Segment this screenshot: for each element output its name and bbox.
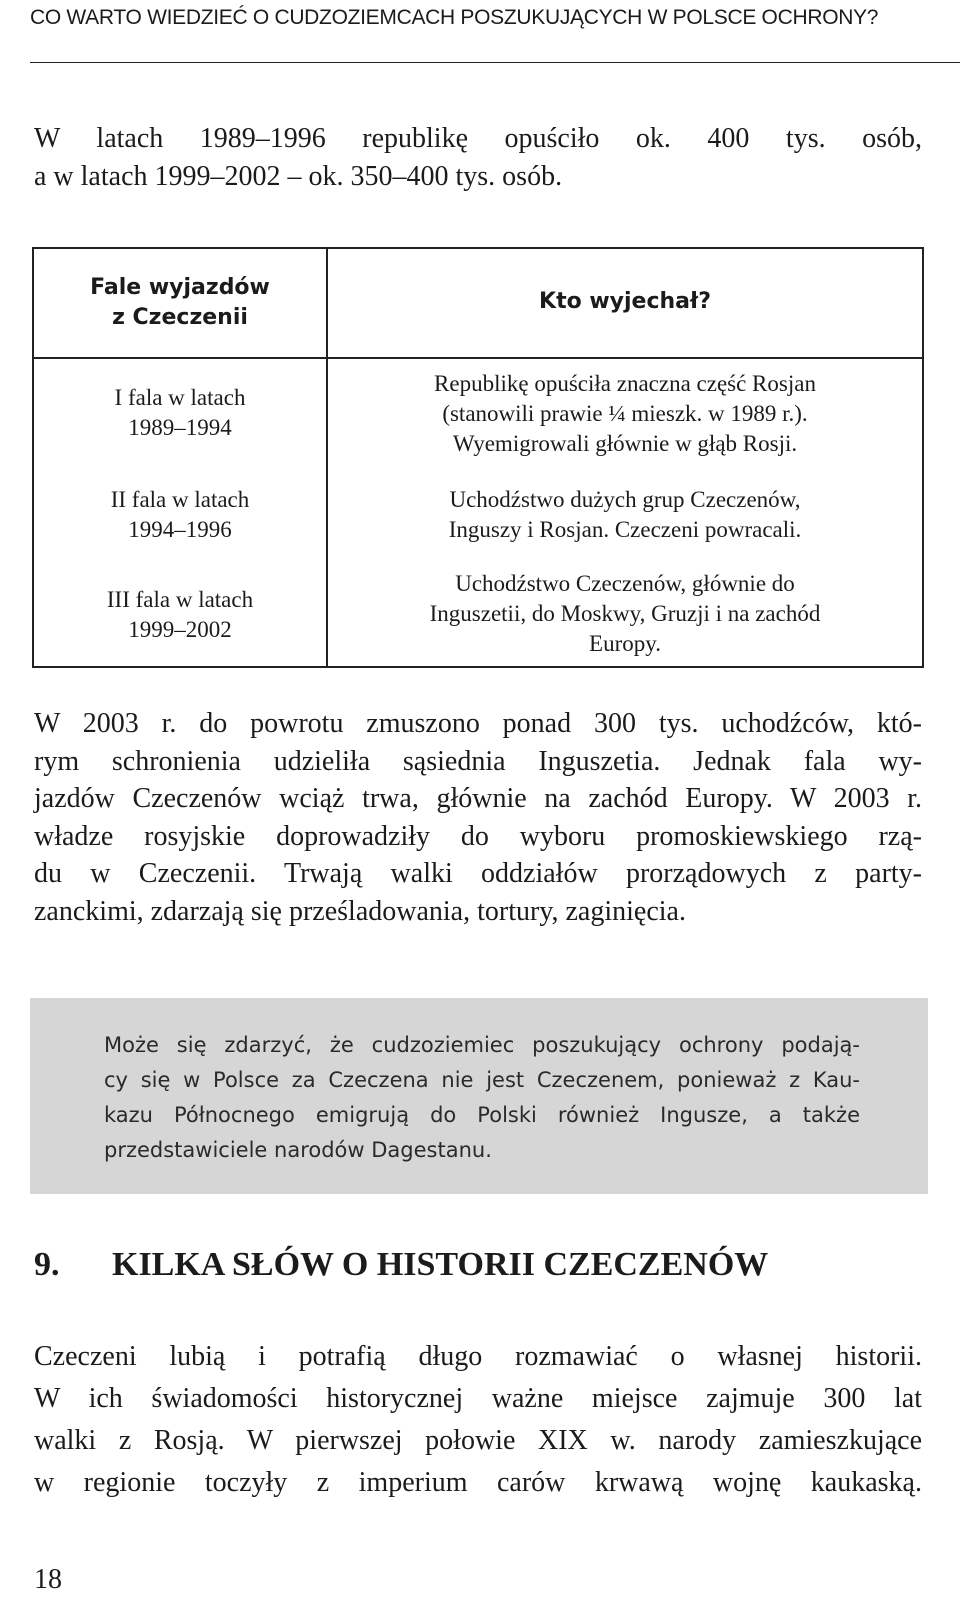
page-number: 18 (34, 1564, 62, 1595)
cell-line: I fala w latach (114, 385, 246, 410)
history-line: Czeczeni lubią i potrafią długo rozmawiać o własnej historii. (34, 1341, 922, 1372)
cell-line: Wyemigrowali głównie w głąb Rosji. (452, 431, 798, 456)
table-row-who-1 (328, 369, 922, 459)
table-row-who-3 (328, 569, 922, 659)
intro-line: W latach 1989–1996 republikę opuściło ok. 400 tys. osób, (34, 123, 922, 154)
cell-line: (stanowili prawie ¼ mieszk. w 1989 r.). (442, 401, 808, 426)
cell-line: 1989–1994 (128, 415, 232, 440)
table-header-who: Kto wyjechał? (539, 289, 711, 314)
history-paragraph (34, 1336, 922, 1504)
note-line: cy się w Polsce za Czeczena nie jest Czeczenem, ponieważ z Kau- (104, 1068, 860, 1092)
cell-line: Uchodźstwo Czeczenów, głównie do (455, 571, 795, 596)
emigration-waves-table (32, 247, 924, 668)
running-header: CO WARTO WIEDZIEĆ O CUDZOZIEMCACH POSZUKUJĄCYCH W POLSCE OCHRONY? (30, 6, 879, 29)
table-row-who-2 (328, 485, 922, 545)
header-rule (30, 62, 960, 63)
body-line: władze rosyjskie doprowadziły do wyboru promoskiewskiego rzą- (34, 820, 922, 852)
info-note-box (30, 998, 928, 1194)
cell-line: Europy. (589, 631, 661, 656)
cell-line: 1994–1996 (128, 517, 232, 542)
cell-line: Uchodźstwo dużych grup Czeczenów, (449, 487, 801, 512)
history-line: W ich świadomości historycznej ważne miejsce zajmuje 300 lat (34, 1383, 922, 1414)
history-line: w regionie toczyły z imperium carów krwawą wojnę kaukaską. (34, 1467, 922, 1498)
table-header-divider (34, 357, 922, 359)
body-line: W 2003 r. do powrotu zmuszono ponad 300 tys. uchodźców, któ- (34, 708, 922, 739)
table-header-waves (34, 273, 326, 333)
section-title: KILKA SŁÓW O HISTORII CZECZENÓW (112, 1246, 769, 1283)
note-line: kazu Północnego emigrują do Polski również Ingusze, a także (104, 1103, 860, 1127)
body-line: jazdów Czeczenów wciąż trwa, głównie na zachód Europy. W 2003 r. (34, 783, 922, 814)
section-number: 9. (34, 1246, 60, 1283)
cell-line: Republikę opuściła znaczna część Rosjan (434, 371, 816, 396)
cell-line: III fala w latach (106, 587, 254, 612)
cell-line: 1999–2002 (128, 617, 232, 642)
note-line: Może się zdarzyć, że cudzoziemiec poszukujący ochrony podają- (104, 1033, 860, 1057)
cell-line: Inguszy i Rosjan. Czeczeni powracali. (448, 517, 802, 542)
intro-line: a w latach 1999–2002 – ok. 350–400 tys. osób. (34, 161, 563, 192)
cell-line: Inguszetii, do Moskwy, Gruzji i na zachód (429, 601, 821, 626)
table-row-wave-1 (34, 383, 326, 443)
body-paragraph (34, 705, 922, 930)
info-note-text (104, 1028, 860, 1168)
header-line: Fale wyjazdów (90, 275, 270, 300)
header-line: z Czeczenii (112, 305, 248, 330)
body-line: du w Czeczenii. Trwają walki oddziałów prorządowych z party- (34, 858, 922, 889)
cell-line: II fala w latach (110, 487, 250, 512)
section-heading (34, 1246, 768, 1284)
intro-paragraph (34, 120, 922, 196)
table-row-wave-3 (34, 585, 326, 645)
note-line: przedstawiciele narodów Dagestanu. (104, 1138, 492, 1162)
history-line: walki z Rosją. W pierwszej połowie XIX w. narody zamieszkujące (34, 1425, 922, 1456)
body-line: zanckimi, zdarzają się prześladowania, tortury, zaginięcia. (34, 895, 686, 927)
body-line: rym schronienia udzieliła sąsiednia Inguszetia. Jednak fala wy- (34, 745, 922, 777)
table-row-wave-2 (34, 485, 326, 545)
